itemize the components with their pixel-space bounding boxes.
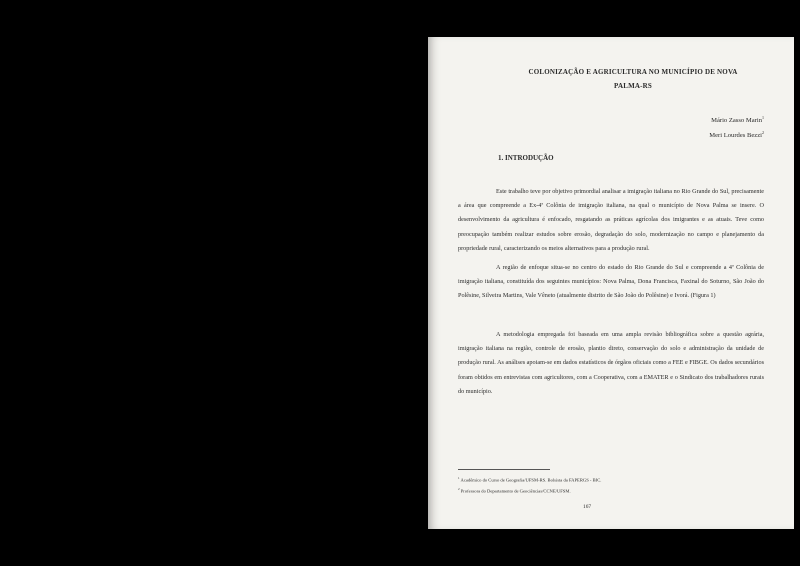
paragraph-3: A metodologia empregada foi baseada em uma ampla revisão bibliográfica sobre a questão agrária, imigração italiana na região, controle de erosão, plantio direto, conservação do solo e administração da unidade de produção rural. As análises apoiam-se em dados estatísticos de órgãos oficiais como a FEE e FIBGE. Os dados secundários foram obtidos em entrevistas com agricultores, com a Cooperativa, com a EMATER e o Sindicato dos trabalhadores rurais do município. [458,331,764,395]
title-line-2: PALMA-RS [613,82,653,90]
author-1-mark: 1 [762,115,764,120]
paragraph-2-block [458,261,764,306]
footnote-1-text: Acadêmico do Curso de Geografia/UFSM-RS. Bolsista da FAPERGS - BIC. [460,477,602,483]
author-1-name: Mário Zasso Marin [711,117,762,125]
footnotes [458,474,758,495]
footnote-1-mark: 1 [458,476,460,480]
author-1 [711,115,764,124]
author-2-name: Meri Lourdes Bezzi [709,132,762,140]
document-page [428,37,794,529]
paragraph-2: A região de enfoque situa-se no centro do estado do Rio Grande do Sul e compreende a 4ª Colônia de imigração italiana, constituída dos seguintes municípios: Nova Palma, Dona Francisca, Faxinal do Soturno, São João do Polêsine, Silveira Martins, Vale Vêneto (atualmente distrito de São João do Polêsine) e Ivorá. (Figura 1) [458,264,764,300]
footnote-1 [458,474,758,485]
footnote-2 [458,485,758,496]
footnote-2-mark: 2 [458,486,460,491]
author-2-mark: 2 [762,130,764,135]
page-number: 167 [583,504,592,510]
title-line-1: COLONIZAÇÃO E AGRICULTURA NO MUNICÍPIO DE NOVA [528,68,738,76]
paragraph-1-block [458,185,764,258]
footnote-2-text: Professora do Departamento de Geociências/CCNE/UFSM. [460,488,571,494]
author-2 [709,130,764,139]
footnote-rule [458,469,550,470]
paragraph-1: Este trabalho teve por objetivo primordial analisar a imigração italiana no Rio Grande do Sul, precisamente a área que compreende a Ex-4ª Colônia de imigração italiana, na qual o município de Nova Palma se insere. O desenvolvimento da agricultura é enfocado, resgatando as práticas agrícolas dos imigrantes e as atuais. Teve como preocupação também realizar estudos sobre erosão, degradação do solo, modernização no campo e planejamento da propriedade rural, caracterizando os meios alternativos para a produção rural. [458,188,764,252]
section-heading: 1. INTRODUÇÃO [498,154,554,162]
paragraph-3-block [458,328,764,401]
document-title [488,65,778,93]
